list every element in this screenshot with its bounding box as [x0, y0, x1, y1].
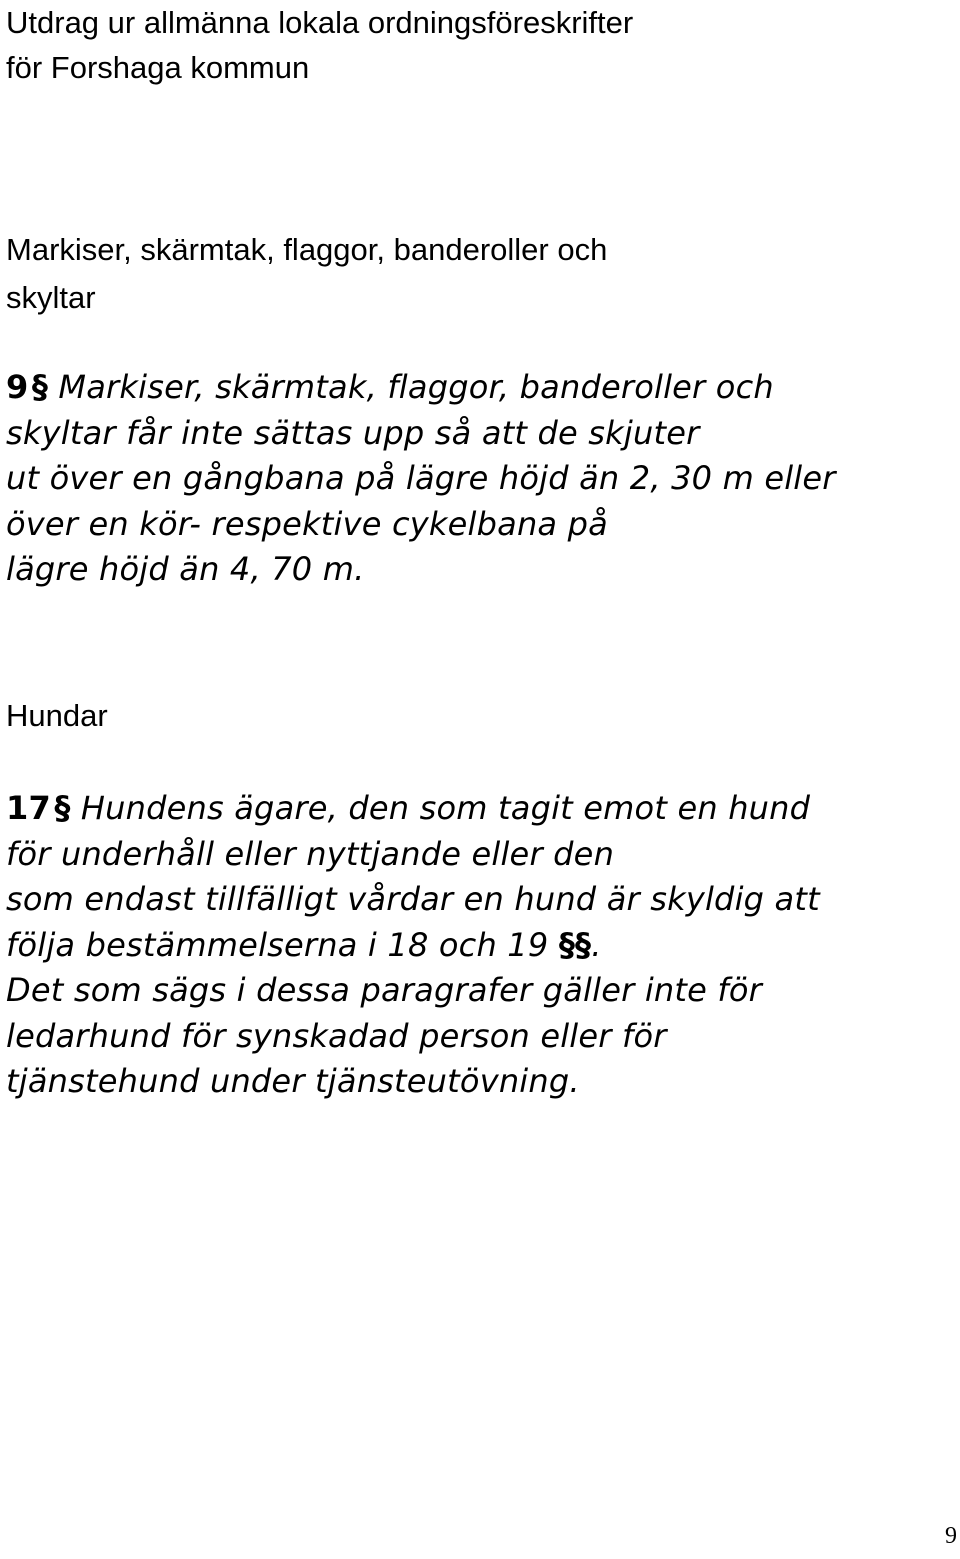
paragraph-line: lägre höjd än 4, 70 m.	[6, 550, 365, 588]
paragraph-line	[6, 923, 956, 969]
section-heading-hundar	[6, 692, 946, 740]
paragraph-line: för underhåll eller nyttjande eller den	[6, 834, 615, 873]
heading-line: skyltar	[6, 280, 96, 315]
page-number: 9	[945, 1523, 957, 1549]
paragraph-text: Markiser, skärmtak, flaggor, banderoller och	[48, 368, 774, 406]
paragraph-line: ut över en gångbana på lägre höjd än 2, 30 m eller	[6, 459, 836, 497]
heading-line: Markiser, skärmtak, flaggor, banderoller och	[6, 232, 608, 267]
heading-line: Hundar	[6, 698, 108, 733]
paragraph-text: följa bestämmelserna i 18 och 19	[6, 925, 559, 964]
title-line: Utdrag ur allmänna lokala ordningsföreskrifter	[6, 5, 634, 40]
section-signs: §§	[558, 925, 592, 964]
paragraph-line	[6, 365, 956, 411]
paragraph-line: skyltar får inte sättas upp så att de skjuter	[6, 413, 700, 452]
paragraph-text: .	[591, 925, 602, 964]
paragraph-line: Det som sägs i dessa paragrafer gäller inte för	[6, 971, 763, 1009]
paragraph-number: 9	[6, 368, 29, 406]
paragraph-9	[6, 365, 956, 593]
document-title	[6, 0, 946, 90]
section-heading-markiser	[6, 226, 946, 322]
paragraph-17	[6, 786, 956, 1105]
paragraph-number: 17	[6, 789, 51, 827]
section-sign: §	[54, 789, 71, 827]
section-sign: §	[31, 368, 49, 406]
paragraph-line	[6, 786, 956, 832]
paragraph-line: tjänstehund under tjänsteutövning.	[6, 1062, 580, 1100]
paragraph-line: över en kör- respektive cykelbana på	[6, 504, 608, 543]
paragraph-text: Hundens ägare, den som tagit emot en hund	[70, 789, 811, 827]
title-line: för Forshaga kommun	[6, 50, 310, 85]
paragraph-line: som endast tillfälligt vårdar en hund är skyldig att	[6, 880, 820, 918]
paragraph-line: ledarhund för synskadad person eller för	[6, 1016, 667, 1055]
